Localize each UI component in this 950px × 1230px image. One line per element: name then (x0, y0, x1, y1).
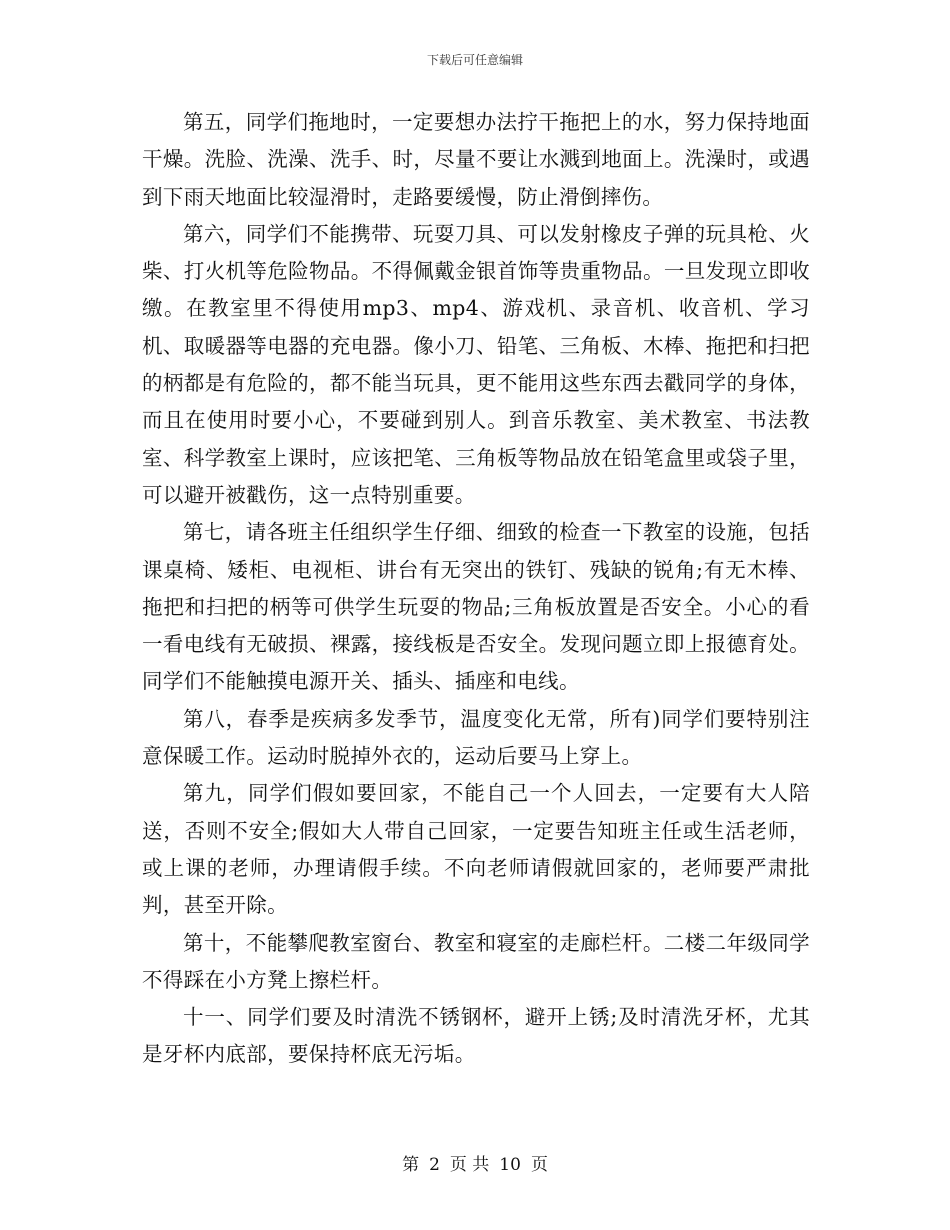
paragraph-7: 第七，请各班主任组织学生仔细、细致的检查一下教室的设施，包括课桌椅、矮柜、电视柜、讲台有无突出的铁钉、残缺的锐角;有无木棒、拖把和扫把的柄等可供学生玩耍的物品;三角板放置是否安全。小心的看一看电线有无破损、裸露，接线板是否安全。发现问题立即上报德育处。同学们不能触摸电源开关、插头、插座和电线。 (142, 520, 810, 694)
page-header (0, 52, 950, 68)
paragraph-6: 第六，同学们不能携带、玩耍刀具、可以发射橡皮子弹的玩具枪、火柴、打火机等危险物品。不得佩戴金银首饰等贵重物品。一旦发现立即收缴。在教室里不得使用mp3、mp4、游戏机、录音机、收音机、学习机、取暖器等电器的充电器。像小刀、铅笔、三角板、木棒、拖把和扫把的柄都是有危险的，都不能当玩具，更不能用这些东西去戳同学的身体，而且在使用时要小心，不要碰到别人。到音乐教室、美术教室、书法教室、科学教室上课时，应该把笔、三角板等物品放在铅笔盒里或袋子里，可以避开被戳伤，这一点特别重要。 (142, 221, 810, 507)
paragraph-11: 十一、同学们要及时清洗不锈钢杯，避开上锈;及时清洗牙杯，尤其是牙杯内底部，要保持杯底无污垢。 (142, 1005, 810, 1067)
document-body (142, 104, 810, 1074)
paragraph-5: 第五，同学们拖地时，一定要想办法拧干拖把上的水，努力保持地面干燥。洗脸、洗澡、洗手、时，尽量不要让水溅到地面上。洗澡时，或遇到下雨天地面比较湿滑时，走路要缓慢，防止滑倒摔伤。 (142, 110, 810, 209)
paragraph-8: 第八，春季是疾病多发季节，温度变化无常，所有)同学们要特别注意保暖工作。运动时脱掉外衣的，运动后要马上穿上。 (142, 706, 810, 769)
page-number-prefix: 第 (402, 1155, 420, 1175)
page-number-middle: 页 共 (449, 1155, 490, 1175)
paragraph-9: 第九，同学们假如要回家，不能自己一个人回去，一定要有大人陪送，否则不安全;假如大人带自己回家，一定要告知班主任或生活老师，或上课的老师，办理请假手续。不向老师请假就回家的，老师要严肃批判，甚至开除。 (142, 781, 810, 918)
paragraph-10: 第十，不能攀爬教室窗台、教室和寝室的走廊栏杆。二楼二年级同学不得踩在小方凳上擦栏杆。 (142, 930, 810, 992)
page-number-total: 10 (499, 1155, 521, 1175)
page-number-suffix: 页 (530, 1155, 548, 1175)
page-number-current: 2 (429, 1155, 440, 1175)
page-footer (0, 1153, 950, 1177)
header-note: 下载后可任意编辑 (426, 53, 523, 67)
